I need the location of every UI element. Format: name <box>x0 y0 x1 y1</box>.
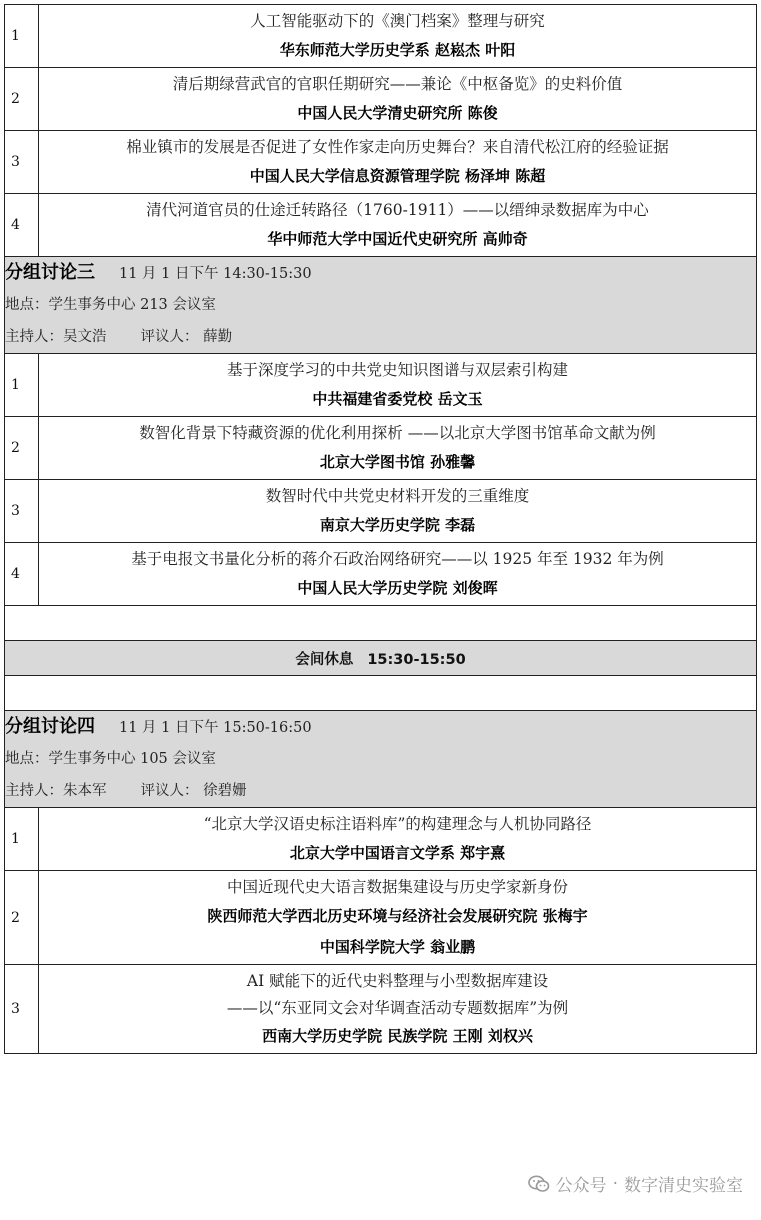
talk-content <box>39 68 757 131</box>
watermark-name: 数字清史实验室 <box>624 1176 743 1196</box>
session-venue: 地点：学生事务中心 105 会议室 <box>5 751 216 767</box>
talk-authors: 华东师范大学历史学系 赵崧杰 叶阳 <box>279 41 516 59</box>
talk-content <box>39 543 757 606</box>
talk-row <box>5 543 757 606</box>
talk-title: 人工智能驱动下的《澳门档案》整理与研究 <box>250 12 545 30</box>
talk-row <box>5 194 757 257</box>
talk-number: 1 <box>5 808 39 871</box>
talk-number: 2 <box>5 68 39 131</box>
talk-content <box>39 194 757 257</box>
talk-number: 1 <box>5 5 39 68</box>
talk-title: “北京大学汉语史标注语料库”的构建理念与人机协同路径 <box>203 815 592 833</box>
talk-row <box>5 808 757 871</box>
talk-authors: 南京大学历史学院 李磊 <box>319 516 476 534</box>
watermark-prefix: 公众号 <box>555 1176 607 1196</box>
session-header <box>5 711 757 808</box>
talk-title: 基于深度学习的中共党史知识图谱与双层索引构建 <box>226 361 568 379</box>
talk-authors: 陕西师范大学西北历史环境与经济社会发展研究院 张梅宇 <box>207 907 588 925</box>
talk-title: 中国近现代史大语言数据集建设与历史学家新身份 <box>226 878 568 896</box>
talk-authors: 中国人民大学清史研究所 陈俊 <box>297 104 498 122</box>
talk-authors: 中国人民大学历史学院 刘俊晖 <box>297 579 498 597</box>
session-staff-line <box>5 775 756 807</box>
talk-row <box>5 871 757 965</box>
talk-title: 数智化背景下特藏资源的优化利用探析 ——以北京大学图书馆革命文献为例 <box>139 424 656 442</box>
wechat-icon <box>528 1175 550 1193</box>
talk-authors: 华中师范大学中国近代史研究所 高帅奇 <box>267 230 528 248</box>
talk-row <box>5 5 757 68</box>
session-host: 主持人：朱本军 <box>5 783 107 799</box>
watermark-separator: · <box>612 1173 618 1194</box>
talk-number: 3 <box>5 965 39 1054</box>
talk-title: 清后期绿营武官的官职任期研究——兼论《中枢备览》的史料价值 <box>172 75 623 93</box>
talk-row <box>5 417 757 480</box>
session-name: 分组讨论三 <box>5 262 95 283</box>
talk-authors: 中共福建省委党校 岳文玉 <box>312 390 483 408</box>
break-cell <box>5 641 757 676</box>
talk-title: 基于电报文书量化分析的蒋介石政治网络研究——以 1925 年至 1932 年为例 <box>131 550 664 568</box>
session-reviewer: 评议人： 徐碧姗 <box>140 783 247 799</box>
session-reviewer: 评议人： 薛勤 <box>140 329 233 345</box>
blank-row <box>5 676 757 711</box>
talk-content <box>39 871 757 965</box>
talk-title: 数智时代中共党史材料开发的三重维度 <box>265 487 530 505</box>
break-label: 会间休息 <box>295 651 354 668</box>
blank-cell <box>5 676 757 711</box>
break-time: 15:30-15:50 <box>367 651 466 668</box>
talk-number: 2 <box>5 417 39 480</box>
talk-content <box>39 417 757 480</box>
talk-row <box>5 131 757 194</box>
talk-title: AI 赋能下的近代史料整理与小型数据库建设 <box>246 972 549 990</box>
session-header-row <box>5 711 757 808</box>
talk-number: 2 <box>5 871 39 965</box>
talk-subtitle: ——以“东亚同文会对华调查活动专题数据库”为例 <box>226 999 569 1017</box>
talk-number: 4 <box>5 194 39 257</box>
session-host: 主持人：吴文浩 <box>5 329 107 345</box>
talk-number: 3 <box>5 480 39 543</box>
talk-authors: 中国科学院大学 翁业鹏 <box>319 938 476 956</box>
talk-number: 1 <box>5 354 39 417</box>
talk-content <box>39 808 757 871</box>
talk-title: 清代河道官员的仕途迁转路径（1760-1911）——以缙绅录数据库为中心 <box>146 201 649 219</box>
blank-row <box>5 606 757 641</box>
talk-content <box>39 480 757 543</box>
session-time: 11 月 1 日下午 14:30-15:30 <box>119 266 312 282</box>
talk-number: 4 <box>5 543 39 606</box>
session-header-row <box>5 257 757 354</box>
talk-row <box>5 480 757 543</box>
talk-row <box>5 354 757 417</box>
watermark <box>528 1171 743 1196</box>
talk-number: 3 <box>5 131 39 194</box>
session-title-line <box>5 257 756 289</box>
session-time: 11 月 1 日下午 15:50-16:50 <box>119 720 312 736</box>
talk-row <box>5 68 757 131</box>
talk-title: 棉业镇市的发展是否促进了女性作家走向历史舞台？来自清代松江府的经验证据 <box>126 138 669 156</box>
session-staff-line <box>5 321 756 353</box>
break-row <box>5 641 757 676</box>
talk-authors: 北京大学中国语言文学系 郑宇熹 <box>289 844 506 862</box>
talk-row <box>5 965 757 1054</box>
session-venue: 地点：学生事务中心 213 会议室 <box>5 297 216 313</box>
blank-cell <box>5 606 757 641</box>
talk-content <box>39 5 757 68</box>
session-title-line <box>5 711 756 743</box>
schedule-table <box>4 4 757 1054</box>
talk-content <box>39 354 757 417</box>
talk-authors: 西南大学历史学院 民族学院 王刚 刘权兴 <box>262 1027 533 1045</box>
session-header <box>5 257 757 354</box>
talk-content <box>39 131 757 194</box>
talk-content <box>39 965 757 1054</box>
talk-authors: 中国人民大学信息资源管理学院 杨泽坤 陈超 <box>249 167 546 185</box>
session-name: 分组讨论四 <box>5 716 95 737</box>
talk-authors: 北京大学图书馆 孙雅馨 <box>319 453 476 471</box>
